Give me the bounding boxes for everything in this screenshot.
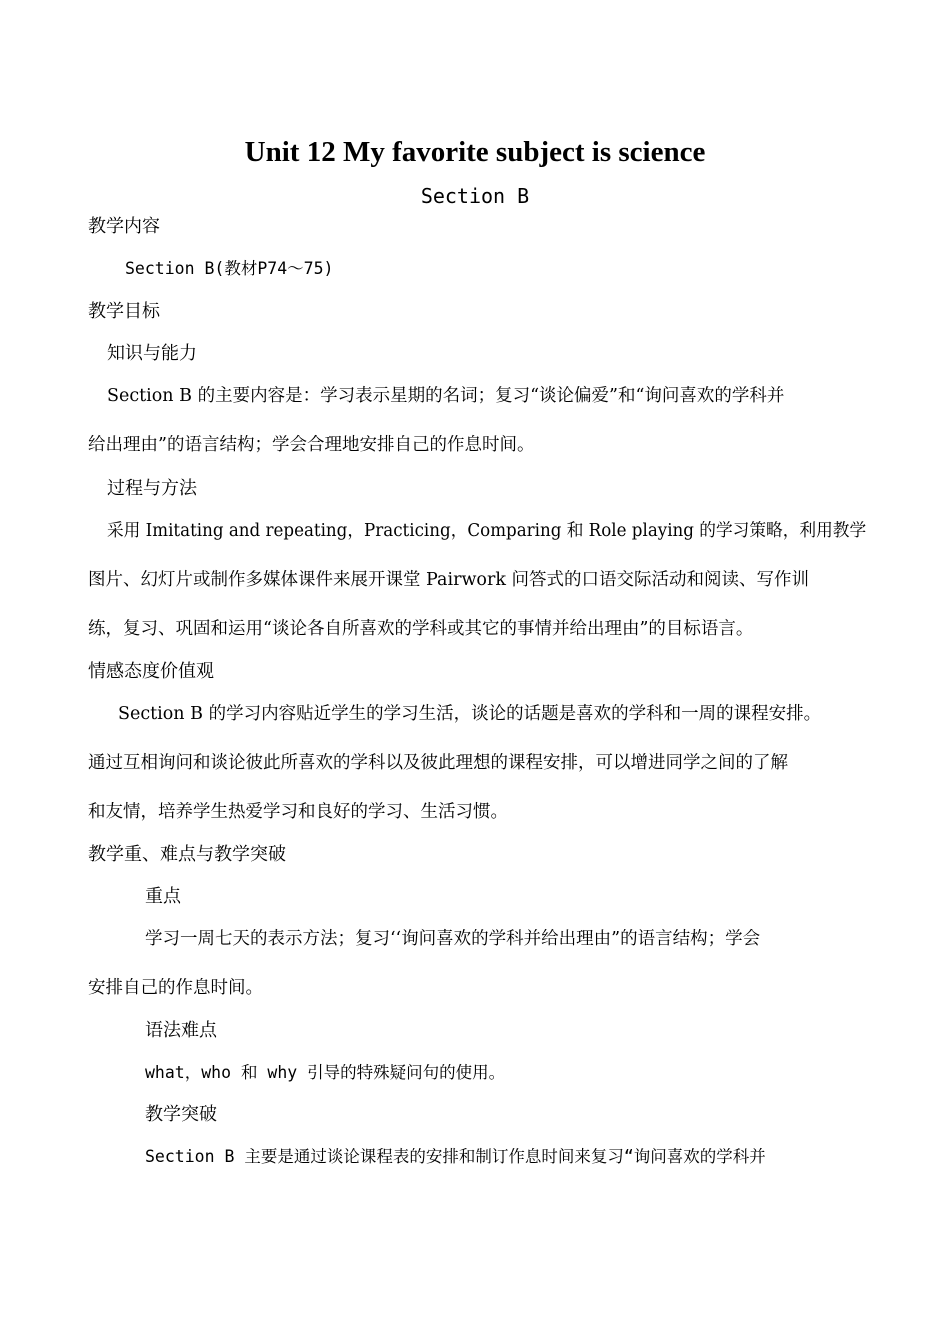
content-line: Section B(教材P74～75) [125,259,334,278]
process-paragraph-line: 采用 Imitating and repeating，Practicing，Comparing 和 Role playing 的学习策略，利用教学 [107,521,867,541]
emotion-paragraph-line: Section B 的学习内容贴近学生的学习生活，谈论的话题是喜欢的学科和一周的课程安排。 [118,704,822,724]
knowledge-paragraph-line: Section B 的主要内容是：学习表示星期的名词；复习“谈论偏爱”和“询问喜欢的学科并 [107,386,785,406]
heading-key-points: 教学重、难点与教学突破 [88,844,286,865]
emotion-paragraph-line: 通过互相询问和谈论彼此所喜欢的学科以及彼此理想的课程安排，可以增进同学之间的了解 [88,753,788,773]
heading-knowledge: 知识与能力 [107,343,197,364]
document-subtitle: Section B [420,184,530,208]
process-paragraph-line: 图片、幻灯片或制作多媒体课件来展开课堂 Pairwork 问答式的口语交际活动和阅读、写作训 [88,570,809,590]
heading-breakthrough: 教学突破 [145,1104,217,1125]
heading-process: 过程与方法 [107,478,197,499]
heading-emotion: 情感态度价值观 [88,661,214,682]
grammar-line: what，who 和 why 引导的特殊疑问句的使用。 [145,1063,506,1082]
emotion-paragraph-line: 和友情，培养学生热爱学习和良好的学习、生活习惯。 [88,802,508,822]
process-paragraph-line: 练，复习、巩固和运用“谈论各自所喜欢的学科或其它的事情并给出理由”的目标语言。 [88,619,754,639]
knowledge-paragraph-line: 给出理由”的语言结构；学会合理地安排自己的作息时间。 [88,435,535,455]
focus-paragraph-line: 学习一周七天的表示方法；复习‘‘询问喜欢的学科并给出理由”的语言结构；学会 [145,929,761,949]
heading-goals: 教学目标 [88,301,160,322]
heading-content: 教学内容 [88,216,160,237]
focus-paragraph-line: 安排自己的作息时间。 [88,978,263,998]
document-title: Unit 12 My favorite subject is science [244,136,706,168]
heading-focus: 重点 [145,886,181,907]
heading-grammar: 语法难点 [145,1020,217,1041]
breakthrough-paragraph-line: Section B 主要是通过谈论课程表的安排和制订作息时间来复习“询问喜欢的学科并 [145,1147,766,1166]
